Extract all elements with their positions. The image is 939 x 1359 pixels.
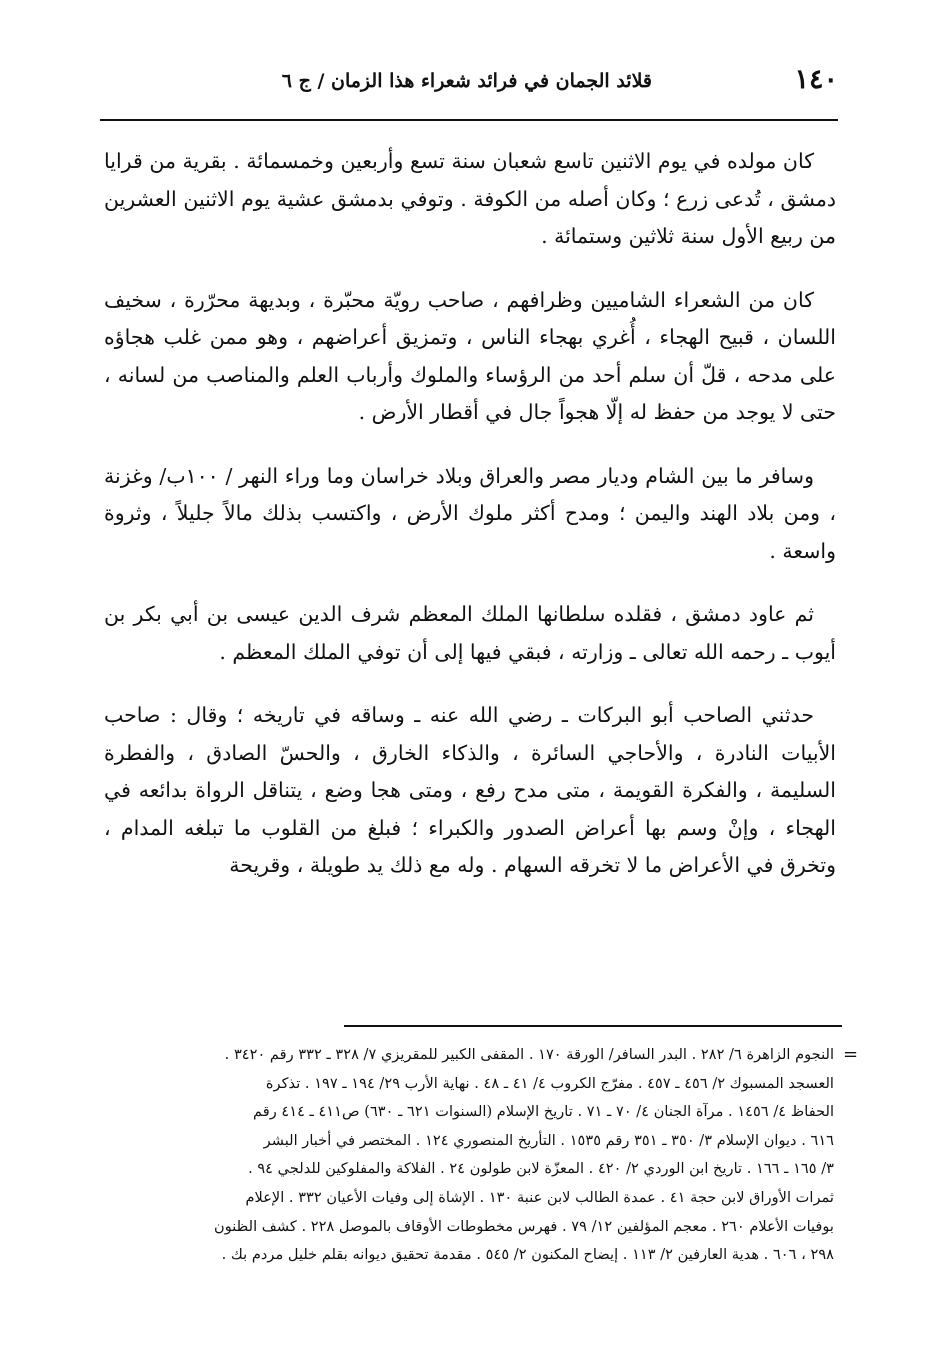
paragraph-vizierate: ثم عاود دمشق ، فقلده سلطانها الملك المعظم شرف الدين عيسى بن أبي بكر بن أيوب ـ رحمه الله تعالى ـ وزارته ، فبقي فيها إلى أن توفي الملك المعظم .: [104, 602, 836, 664]
footnote-line: بوفيات الأعلام ٢٦٠ . معجم المؤلفين ١٢/ ٧٩ . فهرس مخطوطات الأوقاف بالموصل ٢٢٨ . كشف الظنون: [214, 1217, 834, 1235]
footnote-line: ٣/ ١٦٥ ـ ١٦٦ . تاريخ ابن الوردي ٢/ ٤٢٠ . المعزّة لابن طولون ٢٤ . الفلاكة والمفلوكين للدلجي ٩٤ .: [248, 1160, 834, 1178]
main-text: [104, 143, 836, 911]
paragraph-birth-death: كان مولده في يوم الاثنين تاسع شعبان سنة تسع وأربعين وخمسمائة . بقرية من قرايا دمشق ، تُدعى زرع ؛ وكان أصله من الكوفة . وتوفي بدمشق عشية يوم الاثنين العشرين من ربيع الأول سنة ثلاثين وستمائة .: [104, 149, 836, 248]
footnote-line: ٦١٦ . ديوان الإسلام ٣/ ٣٥٠ ـ ٣٥١ رقم ١٥٣٥ . التأريخ المنصوري ١٢٤ . المختصر في أخبار البشر: [263, 1131, 834, 1149]
header-rule: [100, 119, 838, 121]
paragraph-testimony: حدثني الصاحب أبو البركات ـ رضي الله عنه ـ وساقه في تاريخه ؛ وقال : صاحب الأبيات النادرة ، والأحاجي السائرة ، والذكاء الخارق ، والحسّ الصادق ، والفطرة السليمة ، والفكرة القويمة ، متى مدح رفع ، ومتى هجا وضع ، يتناقل الرواة بدائعه في الهجاء ، وإنْ وسم بها أعراض الصدور والكبراء ؛ فبلغ من القلوب ما تبلغه المدام ، وتخرق في الأعراض ما لا تخرقه السهام . وله مع ذلك يد طويلة ، وقريحة: [104, 703, 836, 877]
footnote-references: [102, 1041, 834, 1270]
paragraph-travels: وسافر ما بين الشام وديار مصر والعراق وبلاد خراسان وما وراء النهر / ١٠٠ب/ وغزنة ، ومن بلاد الهند واليمن ؛ ومدح أكثر ملوك الأرض ، واكتسب بذلك مالاً جليلاً ، وثروة واسعة .: [104, 463, 836, 563]
footnote-line: ثمرات الأوراق لابن حجة ٤١ . عمدة الطالب لابن عنبة ١٣٠ . الإشاة إلى وفيات الأعيان ٣٣٢ . الإعلام: [245, 1188, 834, 1206]
footnote-rule: [344, 1025, 842, 1027]
footnote-line: النجوم الزاهرة ٦/ ٢٨٢ . البدر السافر/ الورقة ١٧٠ . المقفى الكبير للمقريزي ٧/ ٣٢٨ ـ ٣٣٢ رقم ٣٤٢٠ .: [224, 1046, 834, 1063]
page-number: ١٤٠: [794, 64, 838, 95]
footnote-line: العسجد المسبوك ٢/ ٤٥٦ ـ ٤٥٧ . مفرّج الكروب ٤/ ٤١ ـ ٤٨ . نهاية الأرب ٢٩/ ١٩٤ ـ ١٩٧ . تذكرة: [265, 1074, 834, 1092]
footnote-line: ٢٩٨ ، ٦٠٦ . هدية العارفين ٢/ ١١٣ . إيضاح المكنون ٢/ ٥٤٥ . مقدمة تحقيق ديوانه بقلم خليل مردم بك .: [221, 1246, 834, 1264]
footnote-continuation-marker: =: [843, 1044, 859, 1065]
footnote-line: الحفاظ ٤/ ١٤٥٦ . مرآة الجنان ٤/ ٧٠ ـ ٧١ . تاريخ الإسلام (السنوات ٦٢١ ـ ٦٣٠) ص٤١١ ـ ٤١٤ رقم: [253, 1103, 834, 1121]
paragraph-character: كان من الشعراء الشاميين وظرافهم ، صاحب رويّة محبّرة ، وبديهة محرّرة ، سخيف اللسان ، قبيح الهجاء ، أُغري بهجاء الناس ، وتمزيق أعراضهم ، وهو ممن غلب هجاؤه على مدحه ، قلّ أن سلم أحد من الرؤساء والملوك وأرباب العلم والمناصب من لسانه ، حتى لا يوجد من حفظ له إلّا هجواً جال في أقطار الأرض .: [104, 287, 836, 424]
running-title: قلائد الجمان في فرائد شعراء هذا الزمان / ج ٦: [281, 70, 652, 92]
page-header: [100, 62, 838, 106]
